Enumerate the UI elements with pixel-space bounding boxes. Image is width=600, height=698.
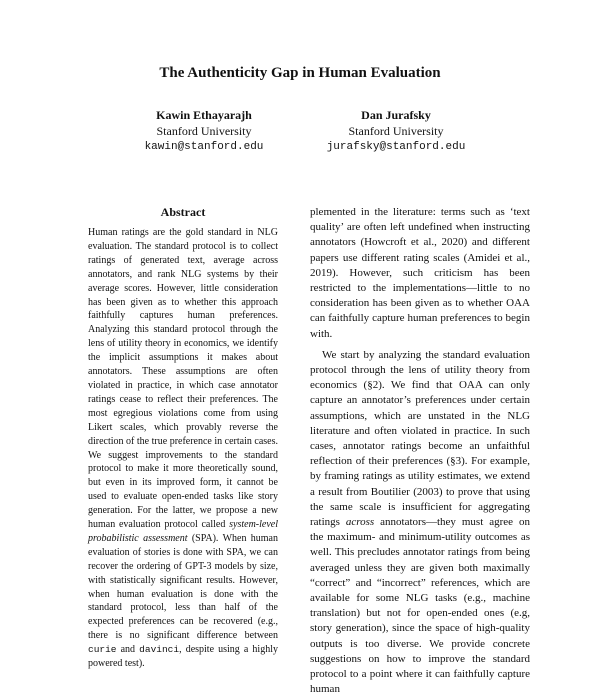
author-email: jurafsky@stanford.edu: [326, 141, 466, 153]
abstract-body: [88, 226, 278, 671]
author-affiliation: Stanford University: [156, 124, 252, 138]
author-affiliation: Stanford University: [348, 124, 444, 138]
paper-title: The Authenticity Gap in Human Evaluation: [159, 65, 441, 81]
intro-paragraph-2: [310, 348, 530, 698]
abstract-text: , despite using a highly powered test).: [88, 644, 278, 670]
intro-paragraph-1: plemented in the literature: terms such as ‘text quality’ are often left undefined when instructing annotators (Howcroft et al., 2020) and different papers use different rating scales (Amidei et al., 2019). However, such criticism has been restricted to the implementations—little to no consideration has been given as to whether OAA can faithfully capture human preferences to begin with.: [310, 206, 530, 340]
intro-emphasis: across: [345, 516, 375, 529]
intro-body: [310, 205, 530, 698]
abstract-text: (SPA). When human evaluation of stories is done with SPA, we can recover the ordering of GPT-3 models by size, with statistically significant results. However, when human evaluation is done with the standard protocol, less than half of the expected preferences can be recovered (e.g., there is no significant difference between: [88, 532, 278, 642]
model-name-davinci: davinci: [139, 644, 180, 656]
author-name: Kawin Ethayarajh: [156, 108, 252, 122]
abstract-emphasis: system-level probabilistic assessment: [88, 519, 278, 544]
author-email: kawin@stanford.edu: [144, 141, 264, 153]
author-name: Dan Jurafsky: [361, 108, 431, 122]
abstract-heading: Abstract: [160, 205, 206, 219]
intro-text: We start by analyzing the standard evaluation protocol through the lens of utility theory from economics (§2). We find that OAA can only capture an annotator’s preferences under certain assumptions, which are unstated in the NLG literature and often violated in practice. In such cases, annotator ratings become an unfaithful reflection of their preferences (§3). For example, by framing ratings as utility estimates, we extend a result from Boutilier (2003) to prove that using the same scale is insufficient for aggregating ratings: [310, 348, 530, 529]
model-name-curie: curie: [88, 644, 117, 656]
author-block-2: [296, 107, 496, 155]
author-block-1: [104, 107, 304, 155]
abstract-text: and: [116, 644, 140, 656]
abstract-text: Human ratings are the gold standard in NLG evaluation. The standard protocol is to collect ratings of generated text, average across annotators, and rank NLG systems by their average scores. However, little consideration has been given as to whether this approach faithfully captures human preferences. Analyzing this standard protocol through the lens of utility theory in economics, we identify the implicit assumptions it makes about annotators. These assumptions are often violated in practice, in which case annotator ratings cease to reflect their preferences. The most egregious violations come from using Likert scales, which provably reverse the direction of the true preference in certain cases. We suggest improvements to the standard protocol to make it more theoretically sound, but even in its improved form, it cannot be used to evaluate open-ended tasks like story generation. For the latter, we propose a new human evaluation protocol called: [88, 227, 278, 531]
intro-text: annotators—they must agree on the maximum- and minimum-utility outcomes as well. This precludes annotator ratings from being averaged unless they are given both maximally “correct” and “incorrect” references, which are available for some NLG tasks (e.g., machine translation) but not for open-ended ones (e.g, story generation), since the space of high-quality outputs is too diverse. We provide concrete suggestions on how to improve the standard protocol to a point where it can faithfully capture human: [310, 516, 530, 696]
